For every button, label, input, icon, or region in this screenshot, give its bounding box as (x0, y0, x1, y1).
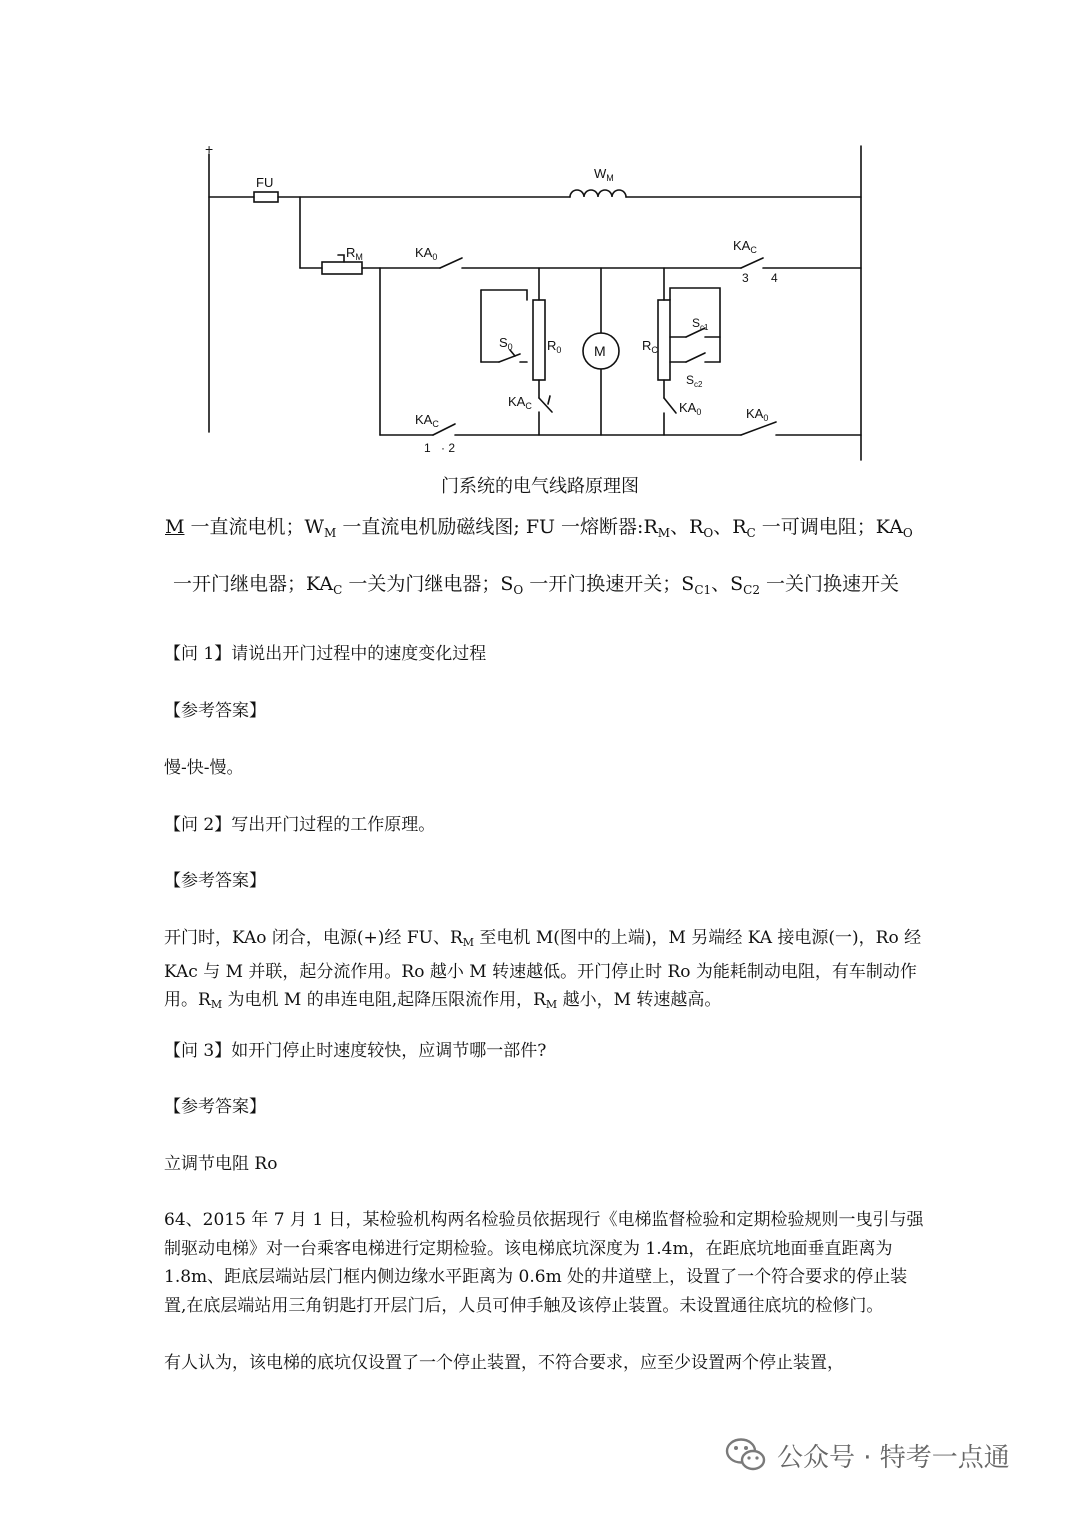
legend-sc1-sub: C1 (694, 583, 712, 597)
legend-kac-sub: C (333, 583, 343, 597)
r0-label: $R_0$ (547, 338, 562, 355)
sc1-label: $S_{c1}$ (692, 316, 709, 332)
s0-label: $S_0$ (499, 335, 513, 352)
legend-sc-desc: 一关门换速开关 (760, 573, 900, 595)
answer-2-sub-1: M (462, 936, 475, 949)
legend-sc2-sub: C2 (743, 583, 760, 597)
question-3: 【问 3】如开门停止时速度较快，应调节哪一部件? (164, 1041, 547, 1061)
legend-sep1: 、R (670, 516, 704, 538)
second-row-wire (380, 258, 861, 268)
circuit-diagram (0, 0, 1080, 470)
legend-wm-sub: M (324, 526, 337, 540)
legend-r-desc: 一可调电阻；KA (755, 516, 903, 538)
bottom-wire (380, 422, 861, 435)
kac-top-contact (741, 258, 763, 268)
legend-so-desc: 一开门换速开关；S (523, 573, 695, 595)
fu-label: FU (256, 175, 274, 190)
rc-label: $R_C$ (642, 338, 658, 355)
legend-wm-desc: 一直流电机励磁线图; FU 一熔断器:R (336, 516, 658, 538)
kac-mid-label: $KA_C$ (508, 394, 532, 411)
wm-label: $W_M$ (594, 166, 614, 183)
answer-2-part-3: 为电机 M 的串连电阻,起降压限流作用，R (222, 990, 546, 1011)
answer-2-part-4: 越小，M 转速越高。 (557, 990, 722, 1011)
motor-label: M (594, 343, 606, 359)
r0-branch (481, 268, 552, 435)
node-2-label: · 2 (441, 441, 456, 455)
watermark (725, 1433, 1010, 1477)
reference-answer-2-heading: 【参考答案】 (164, 871, 266, 891)
answer-2-sub-3: M (545, 998, 558, 1012)
rm-label: $R_M$ (346, 245, 363, 262)
question-2: 【问 2】写出开门过程的工作原理。 (164, 815, 436, 835)
ka0-top-label: $KA_0$ (415, 245, 438, 262)
top-wire (209, 190, 861, 202)
legend-kao-sub: O (902, 526, 913, 540)
rm-branch (300, 197, 380, 274)
legend-sc-sep: 、S (711, 573, 744, 595)
kac-bottom-label: $KA_C$ (415, 412, 439, 429)
reference-answer-3-heading: 【参考答案】 (164, 1097, 266, 1117)
legend-kao-desc: 一开门继电器；KA (173, 573, 334, 595)
answer-2-sub-2: M (210, 998, 223, 1012)
node-1-label: 1 (424, 441, 431, 455)
trailing-paragraph: 有人认为，该电梯的底坑仅设置了一个停止装置，不符合要求，应至少设置两个停止装置， (164, 1353, 844, 1373)
field-winding-symbol (570, 190, 626, 197)
legend-line-2 (173, 569, 899, 597)
watermark-text: 公众号 · 特考一点通 (777, 1442, 1010, 1473)
answer-2 (164, 924, 924, 1020)
ka0-bottom-label: $KA_0$ (746, 406, 769, 423)
legend-kac-desc: 一关为门继电器；S (342, 573, 514, 595)
circuit-svg (0, 0, 1080, 470)
kac-mid-contact (539, 398, 552, 412)
legend-rm-sub: M (657, 526, 671, 540)
legend-ro-sub: O (703, 526, 714, 540)
answer-2-part-1: 开门时，KAo 闭合，电源(+)经 FU、R (164, 928, 463, 948)
legend-rc-sub: C (746, 526, 756, 540)
reference-answer-1-heading: 【参考答案】 (164, 701, 266, 721)
sc2-label: $S_{c2}$ (686, 373, 703, 389)
fuse-symbol (254, 192, 278, 202)
legend-sep2: 、R (713, 516, 747, 538)
rm-resistor-symbol (322, 262, 362, 274)
rc-resistor-symbol (658, 300, 670, 380)
ka0-top-contact (440, 258, 462, 268)
plus-label: + (205, 141, 214, 157)
legend-line-1 (165, 512, 913, 540)
sc2-switch (686, 353, 705, 362)
answer-2-part-2: 至电机 M(图中的上端)，M 另端经 KA 接电源(一)，Ro 经 KAc 与 M 并联，起分流作用。Ro 越小 M 转速越低。开门停止时 Ro 为能耗制动电阻，有车制动作用。R (164, 928, 922, 1011)
node-4-label: 4 (771, 271, 778, 285)
r0-resistor-symbol (533, 300, 545, 380)
legend-so-sub: O (513, 583, 524, 597)
s0-switch (499, 354, 520, 362)
legend-m-desc: 一直流电机；W (184, 516, 325, 538)
node-3-label: 3 (742, 271, 749, 285)
ka0-mid-label: $KA_0$ (679, 400, 702, 417)
question-1: 【问 1】请说出开门过程中的速度变化过程 (164, 644, 487, 664)
answer-1: 慢-快-慢。 (164, 758, 244, 778)
wechat-icon (725, 1437, 767, 1473)
ka0-mid-contact (664, 398, 676, 413)
ka0-bottom-contact (741, 422, 776, 435)
answer-3: 立调节电阻 Ro (164, 1154, 278, 1174)
rm-wiper (338, 255, 344, 262)
question-64-paragraph: 64、2015 年 7 月 1 日，某检验机构两名检验员依据现行《电梯监督检验和定期检验规则一曳引与强制驱动电梯》对一台乘客电梯进行定期检验。该电梯底坑深度为 1.4m，在距底坑地面垂直距离为 1.8m、距底层端站层门框内侧边缘水平距离为 0.6m 处的井道壁上，设置了一个符合要求的停止装置,在底层端站用三角钥匙打开层门后，人员可伸手触及该停止装置。未设置通往底坑的检修门。 (164, 1210, 924, 1317)
kac-top-label: $KA_C$ (733, 238, 757, 255)
figure-caption: 门系统的电气线路原理图 (441, 476, 639, 497)
legend-m: M (165, 516, 185, 538)
